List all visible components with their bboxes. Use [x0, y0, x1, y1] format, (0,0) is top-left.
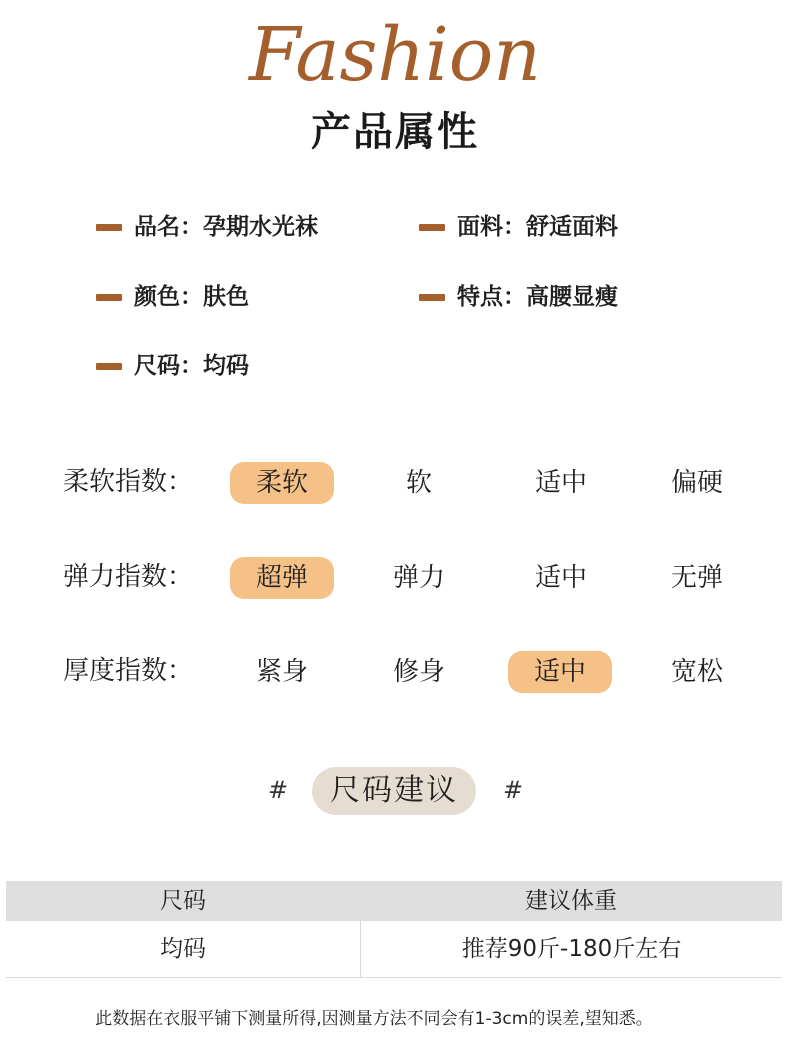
elasticity-index-row	[0, 547, 790, 607]
attr-value: 肤色	[203, 284, 249, 310]
dash-icon	[419, 294, 445, 301]
index-option-selected: 适中	[508, 651, 612, 693]
attr-name	[96, 208, 318, 241]
attr-value: 均码	[203, 353, 249, 379]
attr-value: 孕期水光袜	[203, 214, 318, 240]
page-title: 产品属性	[311, 109, 479, 155]
index-option: 适中	[534, 468, 587, 498]
size-table	[6, 881, 782, 978]
table-row	[6, 921, 782, 978]
index-option: 弹力	[392, 563, 445, 593]
attr-value: 高腰显瘦	[526, 284, 618, 310]
attr-label: 品名：	[134, 214, 203, 240]
dash-icon	[96, 363, 122, 370]
softness-index-row	[0, 452, 790, 512]
logo-text: Fashion	[249, 12, 541, 98]
index-option: 宽松	[670, 657, 723, 687]
attr-value: 舒适面料	[526, 214, 618, 240]
hash-mark-right: #	[503, 776, 524, 804]
hash-mark-left: #	[268, 776, 289, 804]
dash-icon	[419, 224, 445, 231]
index-option: 无弹	[670, 563, 723, 593]
dash-icon	[96, 224, 122, 231]
fashion-logo	[0, 0, 790, 100]
attr-label: 颜色：	[134, 284, 203, 310]
index-label: 柔软指数：	[63, 467, 194, 497]
dash-icon	[96, 294, 122, 301]
index-option-selected: 柔软	[230, 462, 334, 504]
thickness-index-row	[0, 641, 790, 701]
attr-label: 尺码：	[134, 353, 203, 379]
attr-color	[96, 278, 249, 311]
attr-label: 特点：	[457, 284, 526, 310]
attr-label: 面料：	[457, 214, 526, 240]
index-option: 偏硬	[670, 468, 723, 498]
table-header	[6, 881, 782, 921]
cell-weight: 推荐90斤-180斤左右	[461, 936, 682, 962]
header-weight: 建议体重	[525, 888, 617, 914]
index-option: 紧身	[255, 657, 308, 687]
index-label: 弹力指数：	[63, 562, 194, 592]
index-option: 适中	[534, 563, 587, 593]
attr-feature	[419, 278, 618, 311]
attr-size	[96, 347, 249, 380]
cell-size: 均码	[6, 921, 361, 977]
index-label: 厚度指数：	[63, 656, 194, 686]
size-section-title: 尺码建议	[312, 767, 476, 815]
index-option: 软	[405, 468, 432, 498]
index-option-selected: 超弹	[230, 557, 334, 599]
index-option: 修身	[392, 657, 445, 687]
measurement-note: 此数据在衣服平铺下测量所得,因测量方法不同会有1-3cm的误差,望知悉。	[95, 1009, 653, 1029]
attr-fabric	[419, 208, 618, 241]
header-size: 尺码	[160, 888, 206, 914]
